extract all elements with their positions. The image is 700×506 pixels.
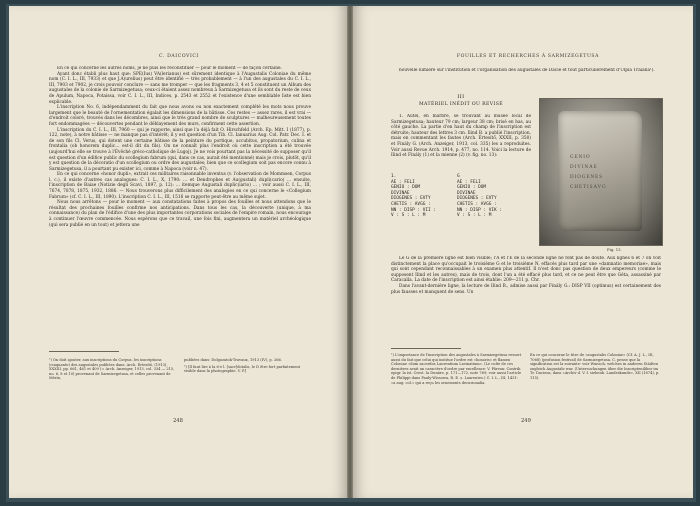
left-footnotes (49, 358, 311, 381)
inscription-reading-1: DIVINAE (391, 190, 410, 196)
inscription-reading-1: AE : FELI (391, 179, 415, 185)
inscription-reading-2: V : S : L : M (457, 213, 492, 219)
left-paragraph: En ce qui concerne «honor dupli», extrait ces militaires raisonnable inventus (v. l'observation de Mommsen, Corpus l. c.), il existe d'autres cas analogues: C. I. L., X, 1790: … et Dendrophes et Au(gustali) dupli(cario) … ensuite, l'inscription de Baiae (Notizie degli Scavi, 1897, p. 12): … itemque Augustali duplic(iario) … ; voir aussi C. I. L., III, 7674, 7878, 1875, 1932, 1886. — Nous trouverons plus difficilement des analogies en ce qui concerne le «Collegium Fabrum» (cf. C. I. L., III, 1890). L'inscription C. I. L., III, 1516 se rapporte peut-être au même sujet. (49, 172, 311, 200)
right-page-number: 249 (521, 418, 531, 424)
inscription-reading-2: GENIO : DOM (457, 185, 487, 191)
inscription-reading-2: DIVINAE (457, 190, 476, 196)
right-footnotes (391, 353, 661, 385)
left-paragraph: L'inscription No. 6, indépendamment du fait que nous avons ou non exactement complété les mots nous prouve largement que le beauté de l'ornementation égalait les dimensions de la bâtisse. Ces restes — assez rares, il est vrai — d'endroit coloré, trouvés dans les décombres, ainsi que le très grand nombre de sculptures — malheureusement toutes fort endommagées — découvertes pendant le déblayement des murs, confirment cette assertion. (49, 105, 311, 127)
right-footnote: ¹) L'importance de l'inscription des augustales à Sarmizegetusa ressort aussi du fait que celui qui institue l'ordre est «honoris» et flamen Coloniae «dum sacerdos Laurentium Lavinatium». (Le culte de ces dernières avait un caractère d'ordre par excellence: V. Pârvan: Contrib. epigr. la ist. Crest. la Dunăre, p. 171—172, note 769; voir aussi l'article de Philippi dans Pauly-Wissowa, R. E. s. Laurentes.) C. I. L., III, 1431: «a aug. col.» qui a reçu les ornements decurionalia. (391, 353, 522, 385)
left-footnote: ²) [Il faut lire à la 6-e l. [sacr]dotalis, le D être fort parfaitement visible dans la photographie. V. P.] (184, 364, 301, 374)
footnote-rule (49, 351, 119, 352)
left-footnote: publiées dans: Dolgozatok-Travaux, 1913 (IV), p. 266. (184, 358, 282, 362)
inscription-reading-1: NN : DISP : VII : (391, 207, 436, 213)
right-intro-text (391, 68, 661, 92)
right-page (353, 6, 693, 498)
right-running-head: FOUILLES ET RECHERCHES À SARMIZEGETUSA (456, 54, 600, 59)
left-page (9, 6, 347, 498)
carved-lettering: DIVINAE (570, 165, 598, 170)
inscription-reading-2: CHETIS : AVGG : (457, 201, 497, 207)
left-paragraph: En ce qui concerne les autres noms, je ne puis les reconstituer — pour le moment — de façon certaine. (57, 66, 282, 71)
inscription-label: G (457, 174, 460, 179)
section-number: III (457, 94, 465, 100)
altar-stone (558, 111, 642, 231)
right-paragraph: Le G de la première ligne est bien visible; l'A et l'E de la seconde ligne ne font pas de doute. Aux lignes 6 et 7 on voit distinctement la place qu'occupait le troisième G et le troisième N, effacés plus tard par une «damnatio memoriae», mais qui sont cependant reconnaissables à un examen plus attentif. Il n'est donc pas question de deux empereurs (comme le supposent Ilind et les autres), mais de trois, dont l'un a été effacé plus tard, et ce ne peut être que Géta, assassiné par Caracalla. La date de l'inscription est ainsi établie: 209—211 p. Chr. (391, 256, 661, 284)
left-running-head: C. DAICOVICI (159, 54, 199, 59)
altar-photograph (539, 98, 663, 246)
inscription-reading-1: CHETIS : AVGG : (391, 201, 431, 207)
left-paragraph: L'inscription du C. I. L., III, 7960 — qui je rapporte, ainsi que l'a déjà fait O. Hirschfeld (Arch. Ep. Mitt. I (1877), p. 122, note), à notre bâtisse — ne manque pas d'intérêt; il y est question d'un Tib. Cl. Ianuarius Aug. Col. Patr. Dec. I. et de son fils Cl. Verus, qui dotent une certaine bâtisse de la peinture du portique, accubitus, propatorium, culina et frontalia (ob honorem duplic… est-il dit du fils). On ne connaît plus l'endroit où cette inscription a été trouvée (aujourd'hui elle se trouve à l'Évêché gréco-catholique de Lugoj). Je ne vois pourtant pas la nécessité de supposer qu'il est question d'un édifice public du scollegium fabrum (qui, dans ce cas, aurait été mentionné) mais je crois, plutôt, qu'il y est question de la décoratio d'un scollegium ou ordre des augustales; bien que ce scollegium soit pas encore connu à Sarmizegetusa, il a pourtant pu exister ici, comme à Napoca (voir n. 47). (49, 127, 311, 172)
inscription-row (391, 213, 531, 219)
inscription-reading-2: NN : DISP : VIK : (457, 207, 502, 213)
right-paragraph: Dans l'avant-dernière ligne, la lecture de Ilind B., admise aussi par Finály G.: DISP VII (optimus) est certainement des plus fausses et manquent de sens. Un (391, 283, 661, 295)
right-footnote: En ce qui concerne le titre de «augustalis Coloniae» (Cf. A. J. L., III, 7068) (profusion festival) de Sarmizegetusa, C. pense que la signification est la suivante: voir Wunsch, welches in anderen Städten zugleich Augustale war. (Untersuchungen über die Inscripteniliber im Tr. Daciens, dans «Archiv d. V. f. siebenb. Landeskunde», XII (1874), p. 115). (530, 353, 660, 380)
footnote-rule (391, 348, 461, 349)
left-page-number: 248 (173, 418, 183, 424)
inscription-transcription (391, 174, 531, 219)
figure-caption: Fig. 13. (607, 247, 622, 252)
right-intro-paragraph: nouvelle lumière sur l'institution et l'organisation des augustales de Dacie et tout particulièrement d'Ulpia Traiana¹). (399, 68, 655, 73)
inscription-reading-1: GENIO : DOM (391, 185, 421, 191)
inscription-label: 1. (391, 174, 397, 179)
inscription-reading-2: DIOGENES : EVTY (457, 196, 497, 202)
inscription-reading-2: AE : FELI (457, 179, 481, 185)
carved-lettering: CHETISAVG (570, 185, 607, 190)
right-column-paragraph: 1. Autel, en marbre, se trouvant au musée local de Sarmizegetusa; hauteur 79 cm; largeur 38 cm; brisé en bas, au côté gauche. La partie d'en haut du champ de l'inscription est détruite; hauteur des lettres 3 cm. Ilind B. a publié l'inscription, mais en commentant les fautes (Arch. Értesítő, XXXII, p. 350) et Finály G. (Arch. Anzeiger, 1913, col. 335) les a reproduites. Voir aussi Revue Arch. 1914, p. 477, no. 114. Voici la lecture de Ilind et Finály (1) et la mienne (2) (v. fig. no. 13): (391, 114, 531, 159)
right-body-text (391, 256, 661, 346)
carved-lettering: DIOGENES (570, 175, 603, 180)
section-title: MATÉRIEL INÉDIT OU REVISÉ (418, 102, 504, 107)
inscription-reading-1: V : S : L : M (391, 213, 426, 219)
open-book (6, 4, 696, 502)
left-paragraph: Ayant donc établi plus haut que: SPE(Ius) VA(lerianus) est sûrement identique à l'Augustalis Coloniae du même nom (C. I. L., III, 7933) et que J.A(urelius) peut être identifié — très probablement — à l'un des augustales du C. I. L., III, 7903 et 7902, je crois pouvoir conclure — sans me tromper — que les fragments 3, 4 et 5 constituent un Album des augustales de la colonie de Sarmizegetusa; ceux-ci étaient assez nombreux à Sarmizegetusa et ils sont du reste de ceux de Apulum, Napoca, Potaissa, voir C. I. L., III, Indices, p. 2543 et 2552 et l'existence d'une semblable liste est bien explicable. (49, 71, 311, 105)
left-footnote: ¹) On doit ajouter, aux inscriptions du Corpus, les inscriptions (cinquante) des augustales publiées dans: Arch. Értesítő, (1913), XXXIII, pp. 661, 461 et 409 (= Arch. Anzeiger, 1913, col. 334 — 215, no. 6, 8 et 10) provenant de Sarmizegetusa, et celles provenant de Mérin, (49, 358, 175, 381)
right-column-text (391, 114, 531, 172)
carved-lettering: GENIO (570, 155, 591, 160)
inscription-reading-1: DIOGENES : EVTY (391, 196, 431, 202)
section-heading (391, 94, 531, 107)
left-body-text (49, 66, 311, 334)
left-paragraph: Nous nous arrêtons — pour le moment — aux constatations faites à propos des fouilles et nous attendons que le résultat des prochaines fouilles confirme nos anticipations. Dans tous les cas, la découverte (unique, à ma connaissance) du plan de l'édifice d'une des plus importantes corporations sociales de l'empire romain, nous encourage à continuer l'œuvre commencée. Nous espérons que ce travail, une fois fini, augmentera un matériel archéologique (qui sera publié en un tout) et jettera une (49, 200, 311, 228)
